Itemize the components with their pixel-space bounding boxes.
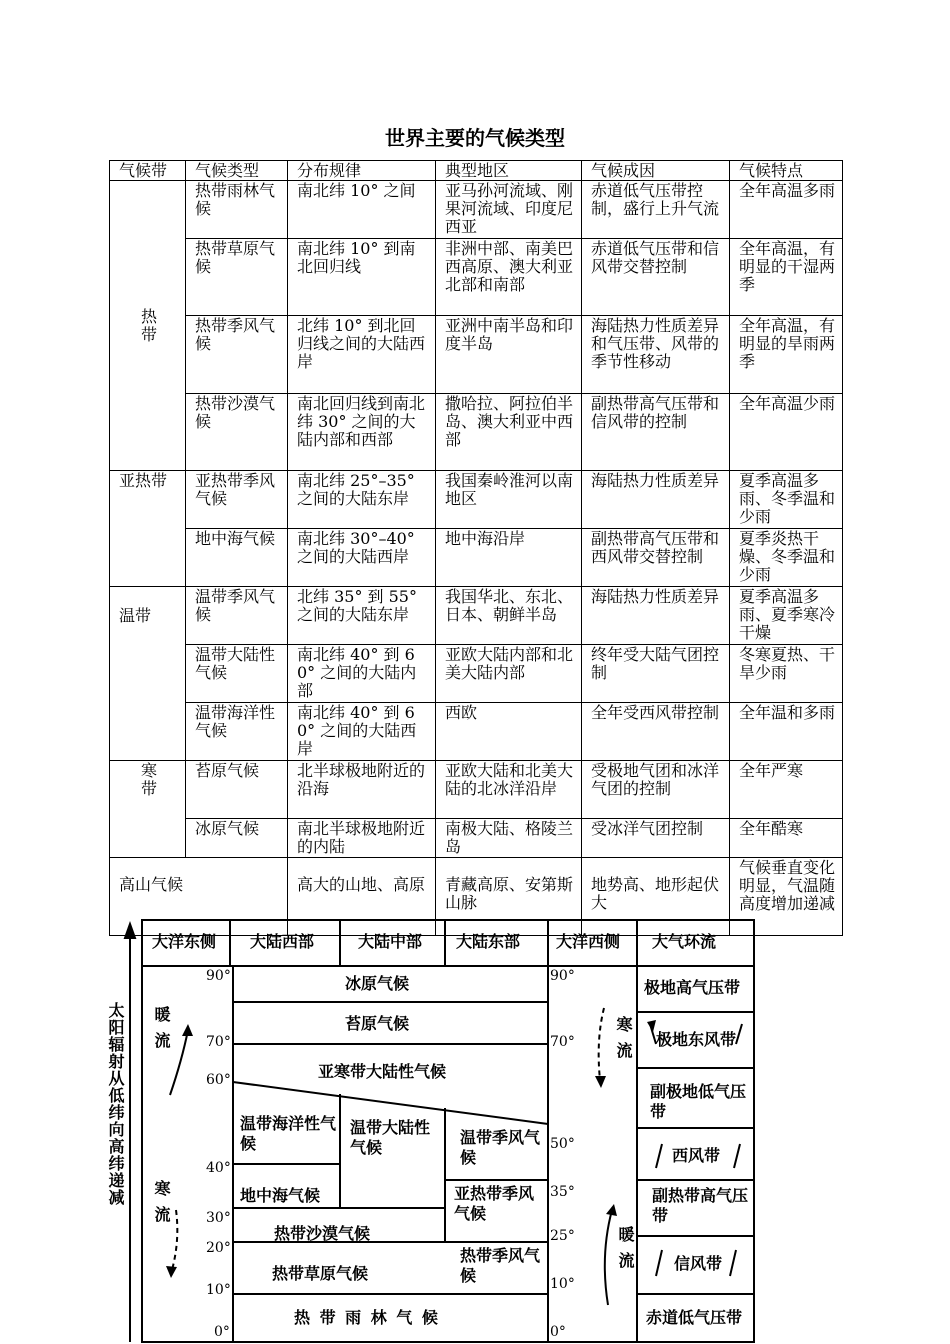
table-cell: 热带雨林气候 <box>186 181 288 239</box>
climate-label: 温带海洋性气候 <box>240 1114 337 1153</box>
header-cell: 分布规律 <box>288 161 436 181</box>
climate-label: 苔原气候 <box>345 1014 410 1033</box>
table-cell: 温带季风气候 <box>186 587 288 645</box>
table-cell: 南北半球极地附近的内陆 <box>288 819 436 858</box>
lat-label: 10° <box>550 1276 575 1292</box>
table-cell: 南北纬 30°–40° 之间的大陆西岸 <box>288 529 436 587</box>
table-cell: 海陆热力性质差异 <box>582 587 730 645</box>
zone-cell: 高山气候 <box>110 858 288 936</box>
circulation-label: 极地高气压带 <box>644 978 741 997</box>
table-cell: 撒哈拉、阿拉伯半岛、澳大利亚中西部 <box>436 394 582 471</box>
lat-label: 30° <box>206 1210 231 1226</box>
table-cell: 亚马孙河流域、刚果河流域、印度尼西亚 <box>436 181 582 239</box>
column-header: 大洋西侧 <box>556 932 621 951</box>
climate-label: 冰原气候 <box>345 974 410 993</box>
header-cell: 典型地区 <box>436 161 582 181</box>
page-title: 世界主要的气候类型 <box>385 126 565 150</box>
climate-label: 地中海气候 <box>240 1186 321 1205</box>
table-cell: 赤道低气压带和信风带交替控制 <box>582 239 730 316</box>
table-cell: 全年高温，有明显的旱雨两季 <box>730 316 843 394</box>
header-cell: 气候带 <box>110 161 186 181</box>
circulation-label: 西风带 <box>672 1146 721 1165</box>
warm-current-label: 暖流 <box>152 1006 171 1058</box>
table-cell: 温带海洋性气候 <box>186 703 288 761</box>
table-cell: 南极大陆、格陵兰岛 <box>436 819 582 858</box>
table-cell: 非洲中部、南美巴西高原、澳大利亚北部和南部 <box>436 239 582 316</box>
climate-table <box>109 160 843 936</box>
table-row <box>110 529 843 587</box>
climate-label: 热带草原气候 <box>272 1264 369 1283</box>
table-cell: 青藏高原、安第斯山脉 <box>436 858 582 936</box>
climate-label: 热带沙漠气候 <box>274 1224 371 1243</box>
table-row <box>110 394 843 471</box>
table-cell: 亚热带季风气候 <box>186 471 288 529</box>
lat-label: 0° <box>214 1324 230 1340</box>
table-cell: 全年温和多雨 <box>730 703 843 761</box>
table-cell: 冰原气候 <box>186 819 288 858</box>
table-row <box>110 645 843 703</box>
table-cell: 南北纬 40° 到 60° 之间的大陆西岸 <box>288 703 436 761</box>
table-row <box>110 471 843 529</box>
zone-cell: 热 带 <box>110 181 186 471</box>
circulation-label: 赤道低气压带 <box>646 1308 743 1327</box>
table-cell: 南北回归线到南北纬 30° 之间的大陆内部和西部 <box>288 394 436 471</box>
table-cell: 亚洲中南半岛和印度半岛 <box>436 316 582 394</box>
lat-label: 60° <box>206 1072 231 1088</box>
table-cell: 全年高温多雨 <box>730 181 843 239</box>
lat-label: 70° <box>206 1034 231 1050</box>
lat-label: 35° <box>550 1184 575 1200</box>
table-row <box>110 761 843 819</box>
table-cell: 北纬 35° 到 55° 之间的大陆东岸 <box>288 587 436 645</box>
climate-label: 温带季风气候 <box>460 1128 541 1167</box>
lat-label: 90° <box>550 968 575 984</box>
table-cell: 夏季高温多雨、冬季温和少雨 <box>730 471 843 529</box>
table-cell: 高大的山地、高原 <box>288 858 436 936</box>
table-row <box>110 181 843 239</box>
climate-label: 亚寒带大陆性气候 <box>318 1062 447 1081</box>
table-cell: 夏季高温多雨、夏季寒冷干燥 <box>730 587 843 645</box>
header-cell: 气候成因 <box>582 161 730 181</box>
circulation-label: 副极地低气压带 <box>650 1082 747 1121</box>
lat-label: 90° <box>206 968 231 984</box>
table-cell: 西欧 <box>436 703 582 761</box>
table-row <box>110 819 843 858</box>
table-cell: 我国华北、东北、日本、朝鲜半岛 <box>436 587 582 645</box>
table-cell: 气候垂直变化明显，气温随高度增加递减 <box>730 858 843 936</box>
table-cell: 亚欧大陆内部和北美大陆内部 <box>436 645 582 703</box>
table-cell: 全年受西风带控制 <box>582 703 730 761</box>
table-cell: 全年酷寒 <box>730 819 843 858</box>
table-cell: 南北纬 10° 到南北回归线 <box>288 239 436 316</box>
column-header: 大气环流 <box>652 932 717 951</box>
column-header: 大陆西部 <box>250 932 315 951</box>
table-row <box>110 239 843 316</box>
circulation-label: 副热带高气压带 <box>652 1186 749 1225</box>
table-cell: 副热带高气压带和信风带的控制 <box>582 394 730 471</box>
table-cell: 全年高温，有明显的干湿两季 <box>730 239 843 316</box>
table-row <box>110 587 843 645</box>
lat-label: 10° <box>206 1282 231 1298</box>
table-cell: 地中海沿岸 <box>436 529 582 587</box>
header-cell: 气候特点 <box>730 161 843 181</box>
column-header: 大陆中部 <box>358 932 423 951</box>
table-cell: 热带季风气候 <box>186 316 288 394</box>
table-cell: 地势高、地形起伏大 <box>582 858 730 936</box>
table-cell: 终年受大陆气团控制 <box>582 645 730 703</box>
climate-label: 亚热带季风气候 <box>454 1184 535 1223</box>
table-row <box>110 703 843 761</box>
table-cell: 冬寒夏热、干旱少雨 <box>730 645 843 703</box>
climate-label: 热带季风气候 <box>460 1246 541 1285</box>
zone-cell: 寒 带 <box>110 761 186 858</box>
table-cell: 温带大陆性气候 <box>186 645 288 703</box>
table-cell: 北纬 10° 到北回归线之间的大陆西岸 <box>288 316 436 394</box>
table-cell: 海陆热力性质差异 <box>582 471 730 529</box>
column-header: 大洋东侧 <box>152 932 217 951</box>
table-cell: 赤道低气压带控制，盛行上升气流 <box>582 181 730 239</box>
table-header-row <box>110 161 843 181</box>
climate-label: 热 带 雨 林 气 候 <box>294 1308 440 1327</box>
header-cell: 气候类型 <box>186 161 288 181</box>
zone-cell: 温带 <box>110 587 186 761</box>
table-cell: 北半球极地附近的沿海 <box>288 761 436 819</box>
table-cell: 亚欧大陆和北美大陆的北冰洋沿岸 <box>436 761 582 819</box>
axis-label: 太阳辐射从低纬向高纬递减 <box>106 1002 125 1206</box>
lat-label: 70° <box>550 1034 575 1050</box>
cold-current-label: 寒流 <box>614 1016 633 1068</box>
table-row <box>110 316 843 394</box>
table-cell: 副热带高气压带和西风带交替控制 <box>582 529 730 587</box>
axis-arrowhead <box>125 924 135 938</box>
table-cell: 受冰洋气团控制 <box>582 819 730 858</box>
warm-current-arrow-right <box>605 1210 612 1305</box>
table-cell: 全年严寒 <box>730 761 843 819</box>
cold-current-label: 寒流 <box>152 1180 171 1232</box>
lat-label: 50° <box>550 1136 575 1152</box>
cold-current-arrow-right <box>599 1008 604 1080</box>
table-cell: 夏季炎热干燥、冬季温和少雨 <box>730 529 843 587</box>
table-cell: 热带沙漠气候 <box>186 394 288 471</box>
lat-label: 20° <box>206 1240 231 1256</box>
table-cell: 南北纬 10° 之间 <box>288 181 436 239</box>
table-cell: 全年高温少雨 <box>730 394 843 471</box>
table-cell: 南北纬 40° 到 60° 之间的大陆内部 <box>288 645 436 703</box>
table-cell: 地中海气候 <box>186 529 288 587</box>
circulation-label: 极地东风带 <box>656 1030 737 1049</box>
climate-label: 温带大陆性气候 <box>350 1118 431 1157</box>
table-cell: 热带草原气候 <box>186 239 288 316</box>
lat-label: 0° <box>550 1324 566 1340</box>
climate-diagram <box>100 910 760 1344</box>
lat-label: 25° <box>550 1228 575 1244</box>
table-cell: 我国秦岭淮河以南地区 <box>436 471 582 529</box>
column-header: 大陆东部 <box>456 932 521 951</box>
table-cell: 南北纬 25°–35° 之间的大陆东岸 <box>288 471 436 529</box>
zone-cell: 亚热带 <box>110 471 186 587</box>
table-cell: 苔原气候 <box>186 761 288 819</box>
table-cell: 受极地气团和冰洋气团的控制 <box>582 761 730 819</box>
warm-current-label: 暖流 <box>616 1226 635 1278</box>
table-cell: 海陆热力性质差异和气压带、风带的季节性移动 <box>582 316 730 394</box>
circulation-label: 信风带 <box>674 1254 723 1273</box>
lat-label: 40° <box>206 1160 231 1176</box>
